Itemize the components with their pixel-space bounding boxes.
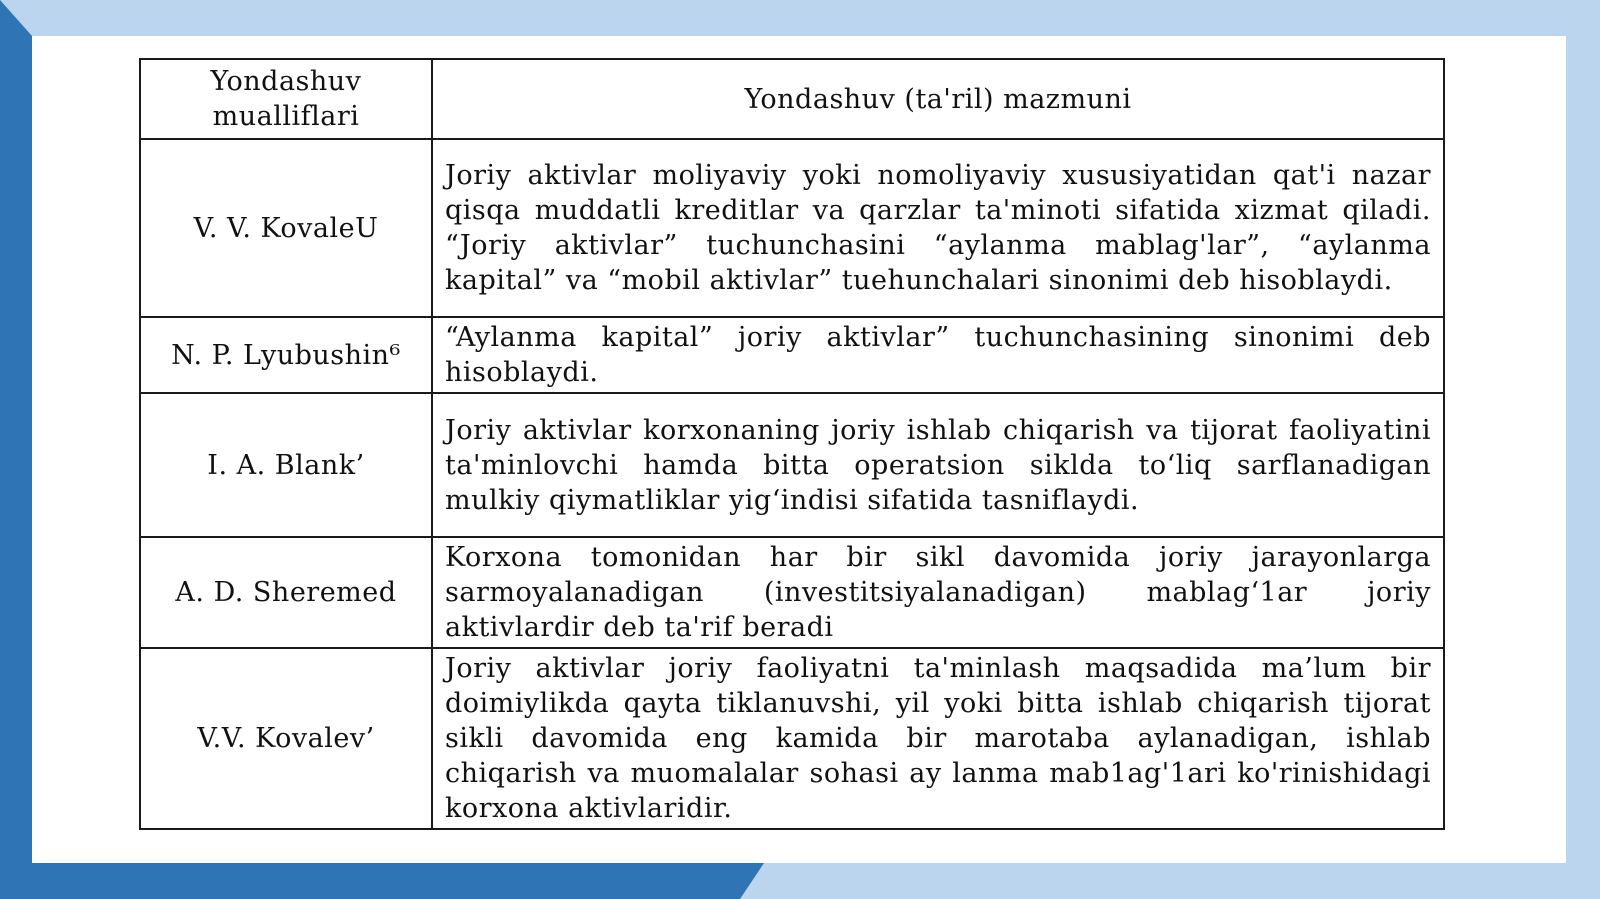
table-row (140, 648, 1444, 829)
table-row (140, 317, 1444, 393)
author-cell: V. V. KovaleU (140, 139, 432, 317)
left-accent-corner (0, 0, 32, 36)
header-authors: Yondashuv mualliflari (140, 59, 432, 139)
author-cell: I. A. Blank’ (140, 393, 432, 537)
content-cell: Korxona tomonidan har bir sikl davomida joriy jarayonlarga sarmoyalanadigan (investitsiyalanadigan) mablag‘1ar joriy aktivlardir deb ta'rif beradi (432, 537, 1444, 648)
table-row (140, 139, 1444, 317)
slide-content-area (32, 36, 1566, 863)
author-cell: A. D. Sheremed (140, 537, 432, 648)
header-content: Yondashuv (ta'ril) mazmuni (432, 59, 1444, 139)
content-cell: Joriy aktivlar korxonaning joriy ishlab chiqarish va tijorat faoliyatini ta'minlovchi hamda bitta operatsion siklda to‘liq sarflanadigan mulkiy qiymatliklar yig‘indisi sifatida tasniflaydi. (432, 393, 1444, 537)
bottom-accent-slant (740, 863, 764, 899)
content-cell: “Aylanma kapital” joriy aktivlar” tuchunchasining sinonimi deb hisoblaydi. (432, 317, 1444, 393)
author-cell: N. P. Lyubushin⁶ (140, 317, 432, 393)
table-row (140, 393, 1444, 537)
approaches-table (139, 58, 1445, 830)
content-cell: Joriy aktivlar moliyaviy yoki nomoliyaviy xususiyatidan qat'i nazar qisqa muddatli kreditlar va qarzlar ta'minoti sifatida xizmat qiladi. “Joriy aktivlar” tuchunchasini “aylanma mablag'lar”, “aylanma kapital” va “mobil aktivlar” tuehunchalari sinonimi deb hisoblaydi. (432, 139, 1444, 317)
table-row (140, 537, 1444, 648)
table-header-row (140, 59, 1444, 139)
bottom-accent-band (0, 863, 740, 899)
content-cell: Joriy aktivlar joriy faoliyatni ta'minlash maqsadida ma’lum bir doimiylikda qayta tiklanuvshi, yil yoki bitta ishlab chiqarish tijorat sikli davomida eng kamida bir marotaba aylanadigan, ishlab chiqarish va muomalalar sohasi ay lanma mab1ag'1ari ko'rinishidagi korxona aktivlaridir. (432, 648, 1444, 829)
left-accent-band (0, 0, 32, 899)
author-cell: V.V. Kovalev’ (140, 648, 432, 829)
